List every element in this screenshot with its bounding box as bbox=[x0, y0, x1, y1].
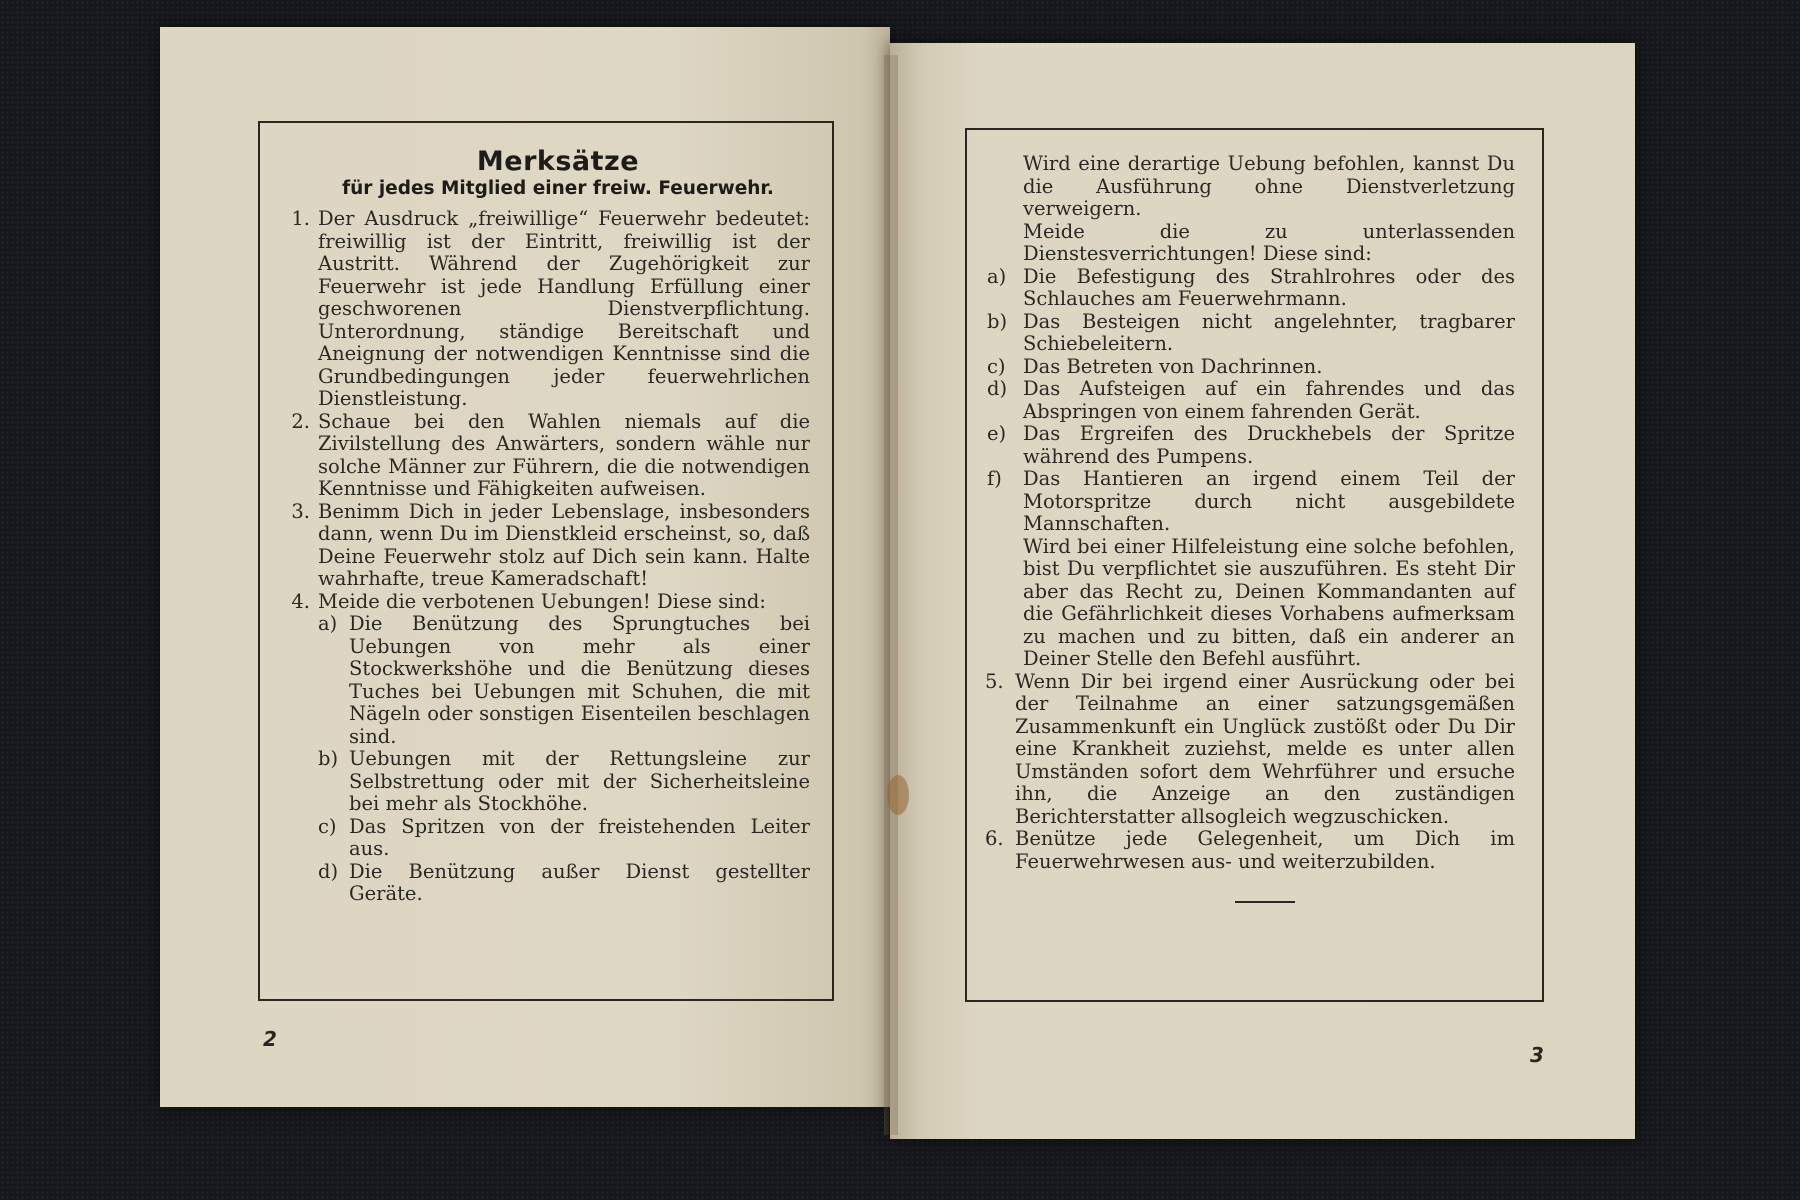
item-text: Schaue bei den Wahlen niemals auf die Zivilstellung des Anwärters, sondern wähle nur solche Männer zur Führern, die die notwendigen Kenntnisse und Fähigkeiten aufweisen. bbox=[318, 409, 810, 500]
sub-item-text: Das Ergreifen des Druckhebels der Spritze während des Pumpens. bbox=[1023, 422, 1515, 468]
sub-item bbox=[985, 356, 1515, 379]
item-number: 1. bbox=[291, 207, 310, 230]
page-number: 3 bbox=[1530, 1043, 1544, 1067]
sub-item bbox=[985, 311, 1515, 356]
rule-item bbox=[985, 828, 1515, 873]
book-spine bbox=[884, 55, 898, 1135]
closing-rule bbox=[1235, 901, 1295, 903]
sub-item-label: c) bbox=[987, 354, 1006, 378]
sub-item-label: b) bbox=[987, 309, 1008, 333]
sub-item-text: Uebungen mit der Rettungsleine zur Selbstrettung oder mit der Sicherheitsleine bei mehr als Stockhöhe. bbox=[349, 747, 810, 815]
item-text: Der Ausdruck „freiwillige“ Feuerwehr bedeutet: freiwillig ist der Eintritt, freiwillig ist der Austritt. Während der Zugehörigkeit zur Feuerwehr ist jede Handlung Erfüllung einer geschworenen Dienstverpflichtung. Unterordnung, ständige Bereitschaft und Aneignung der notwendigen Kenntnisse sind die Grundbedingungen jeder feuerwehrlichen Dienstleistung. bbox=[318, 207, 810, 410]
sub-item-text: Das Spritzen von der freistehenden Leiter aus. bbox=[349, 814, 810, 860]
sub-item-label: c) bbox=[318, 814, 337, 838]
sub-item-label: a) bbox=[987, 264, 1007, 288]
rule-item bbox=[985, 671, 1515, 829]
page-number: 2 bbox=[263, 1027, 277, 1051]
sub-item-text: Das Betreten von Dachrinnen. bbox=[1023, 354, 1323, 378]
sub-item-text: Die Benützung außer Dienst gestellter Geräte. bbox=[349, 859, 810, 905]
sub-item-label: f) bbox=[987, 467, 1002, 490]
page-subtitle: für jedes Mitglied einer freiw. Feuerwehr. bbox=[342, 177, 774, 199]
sub-item-label: d) bbox=[987, 377, 1008, 400]
open-booklet bbox=[160, 25, 1635, 1117]
right-page-content bbox=[985, 153, 1545, 903]
intro-paragraph: Wird eine derartige Uebung befohlen, kannst Du die Ausführung ohne Dienstverletzung verweigern. bbox=[1023, 152, 1515, 220]
sub-item-text: Das Aufsteigen auf ein fahrendes und das Abspringen von einem fahrenden Gerät. bbox=[1023, 377, 1515, 423]
sub-item-text: Die Benützung des Sprungtuches bei Uebungen von mehr als einer Stockwerkshöhe und die Benützung dieses Tuches bei Uebungen mit Schuhen, die mit Nägeln oder sonstigen Eisenteilen beschlagen sind. bbox=[349, 612, 810, 748]
rule-item bbox=[278, 591, 810, 614]
sub-item bbox=[278, 613, 810, 748]
sub-item-label: d) bbox=[318, 859, 339, 883]
page-title: Merksätze bbox=[476, 146, 640, 177]
item-number: 5. bbox=[985, 669, 1004, 693]
item-text: Benimm Dich in jeder Lebenslage, insbesonders dann, wenn Du im Dienstkleid erscheinst, so, daß Deine Feuerwehr stolz auf Dich sein kann. Halte wahrhafte, treue Kameradschaft! bbox=[318, 499, 810, 590]
sub-item-text: Die Befestigung des Strahlrohres oder des Schlauches am Feuerwehrmann. bbox=[1023, 264, 1515, 310]
item-text: Meide die verbotenen Uebungen! Diese sind: bbox=[318, 589, 766, 613]
item-number: 3. bbox=[291, 499, 310, 523]
item-number: 2. bbox=[291, 409, 310, 433]
sub-item bbox=[985, 423, 1515, 468]
sub-item-text: Das Besteigen nicht angelehnter, tragbarer Schiebeleitern. bbox=[1023, 309, 1515, 355]
sub-item bbox=[985, 468, 1515, 536]
rule-item bbox=[278, 411, 810, 501]
item-text: Benütze jede Gelegenheit, um Dich im Feuerwehrwesen aus- und weiterzubilden. bbox=[1015, 827, 1515, 873]
intro-paragraph: Meide die zu unterlassenden Dienstesverrichtungen! Diese sind: bbox=[1023, 219, 1515, 265]
sub-item bbox=[985, 266, 1515, 311]
sub-item bbox=[278, 816, 810, 861]
right-page bbox=[890, 43, 1635, 1139]
item-number: 6. bbox=[985, 827, 1004, 850]
sub-item-label: b) bbox=[318, 747, 339, 770]
left-page bbox=[160, 27, 890, 1107]
sub-item bbox=[278, 861, 810, 906]
item-number: 4. bbox=[291, 589, 310, 613]
rule-item bbox=[278, 208, 810, 411]
note-paragraph: Wird bei einer Hilfeleistung eine solche befohlen, bist Du verpflichtet sie auszuführen. Es steht Dir aber das Recht zu, Deinen Kommandanten auf die Gefährlichkeit dieses Vorhabens aufmerksam zu machen und zu bitten, daß ein anderer an Deiner Stelle den Befehl ausführt. bbox=[1023, 534, 1515, 670]
left-page-content bbox=[278, 121, 838, 906]
sub-item bbox=[278, 748, 810, 816]
spine-stain bbox=[887, 775, 909, 815]
sub-item-label: e) bbox=[987, 422, 1007, 445]
sub-item bbox=[985, 378, 1515, 423]
rule-item bbox=[278, 501, 810, 591]
item-text: Wenn Dir bei irgend einer Ausrückung oder bei der Teilnahme an einer satzungsgemäßen Zusammenkunft ein Unglück zustößt oder Du Dir eine Krankheit zuziehst, melde es unter allen Umständen sofort dem Wehrführer und ersuche ihn, die Anzeige an den zuständigen Berichterstatter allsogleich wegzuschicken. bbox=[1015, 669, 1515, 828]
sub-item-label: a) bbox=[318, 612, 338, 635]
sub-item-text: Das Hantieren an irgend einem Teil der Motorspritze durch nicht ausgebildete Mannschaften. bbox=[1023, 467, 1515, 535]
